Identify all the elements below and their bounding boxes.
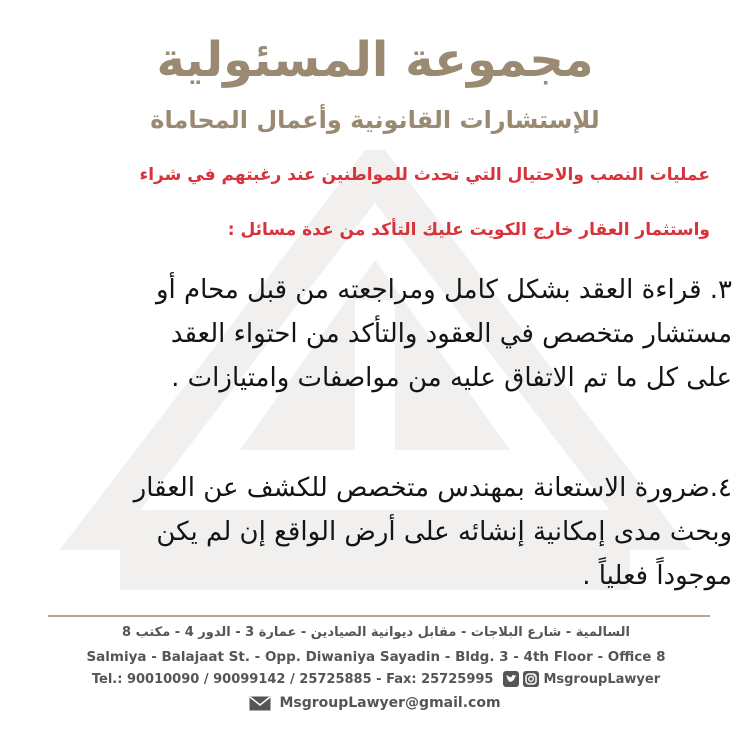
point-4-line-2: وبحث مدى إمكانية إنشائه على أرض الواقع إن لم يكن	[156, 517, 732, 547]
point-3-line-3: على كل ما تم الاتفاق عليه من مواصفات وامتيازات .	[171, 363, 732, 393]
point-4-line-1: ٤.ضرورة الاستعانة بمهندس متخصص للكشف عن العقار	[133, 473, 732, 503]
phone-fax-numbers: Tel.: 90010090 / 90099142 / 25725885 - Fax: 25725995	[91, 671, 494, 687]
address-arabic: السالمية - شارع البلاجات - مقابل ديوانية الصيادين - عمارة 3 - الدور 4 - مكتب 8	[122, 625, 630, 640]
contact-row	[40, 671, 712, 687]
address-english: Salmiya - Balajaat St. - Opp. Diwaniya Sayadin - Bldg. 3 - 4th Floor - Office 8	[86, 649, 666, 665]
point-3-line-2: مستشار متخصص في العقود والتأكد من احتواء العقد	[170, 319, 732, 349]
envelope-icon	[249, 696, 271, 711]
headline-line-1: عمليات النصب والاحتيال التي تحدث للمواطنين عند رغبتهم في شراء	[139, 165, 710, 185]
email-address[interactable]: MsgroupLawyer@gmail.com	[279, 695, 501, 711]
point-4-line-3: موجوداً فعلياً .	[582, 561, 732, 591]
social-handle[interactable]: MsgroupLawyer	[543, 671, 661, 687]
point-3-line-1: ٣. قراءة العقد بشكل كامل ومراجعته من قبل محام أو	[156, 275, 732, 305]
instagram-icon[interactable]	[523, 671, 539, 687]
twitter-icon[interactable]	[503, 671, 519, 687]
brand-name: مجموعة المسئولية	[156, 32, 594, 88]
point-3	[20, 268, 732, 400]
brand-tagline: للإستشارات القانونية وأعمال المحاماة	[150, 106, 600, 134]
footer-divider	[48, 615, 710, 617]
headline-line-2: واستثمار العقار خارج الكويت عليك التأكد من عدة مسائل :	[227, 220, 710, 240]
point-4	[20, 466, 732, 598]
email-row	[0, 695, 750, 711]
